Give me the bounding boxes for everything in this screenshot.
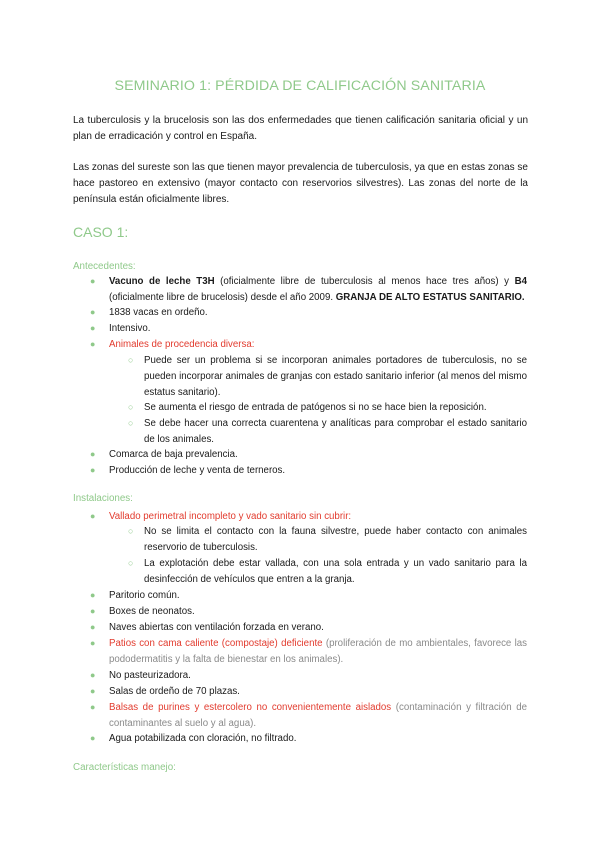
page-title: SEMINARIO 1: PÉRDIDA DE CALIFICACIÓN SANITARIA	[114, 78, 486, 94]
list-item: Paritorio común.	[109, 590, 180, 601]
list-item: Intensivo.	[109, 323, 151, 334]
sub-bullet-icon: ○	[128, 355, 134, 365]
list-item: 1838 vacas en ordeño.	[109, 307, 208, 318]
antecedentes-heading: Antecedentes:	[73, 261, 136, 272]
list-item: Boxes de neonatos.	[109, 606, 195, 617]
manejo-heading: Características manejo:	[73, 762, 176, 773]
sub-bullet-icon: ○	[128, 558, 134, 568]
list-item: Naves abiertas con ventilación forzada en verano.	[109, 622, 324, 633]
list-item: Producción de leche y venta de terneros.	[109, 465, 286, 476]
list-item: Vallado perimetral incompleto y vado sanitario sin cubrir:	[109, 511, 352, 522]
sub-list-item: Se aumenta el riesgo de entrada de patógenos si no se hace bien la reposición.	[144, 402, 487, 413]
instalaciones-heading: Instalaciones:	[73, 493, 133, 504]
sub-list-item: Puede ser un problema si se incorporan animales portadores de tuberculosis, no se pueden incorporar animales de granjas con estado sanitario inferior (al menos del mismo estatus sanitario).	[144, 355, 527, 398]
bullet-icon: ●	[90, 686, 96, 696]
list-item: Agua potabilizada con cloración, no filtrado.	[109, 733, 297, 744]
list-item: Salas de ordeño de 70 plazas.	[109, 686, 240, 697]
bullet-icon: ●	[90, 590, 96, 600]
list-item: Vacuno de leche T3H (oficialmente libre de tuberculosis al menos hace tres años) y B4 (oficialmente libre de brucelosis) desde el año 2009. GRANJA DE ALTO ESTATUS SANITARIO.	[109, 276, 527, 303]
case-heading: CASO 1:	[73, 224, 129, 240]
intro-paragraph-2: Las zonas del sureste son las que tienen mayor prevalencia de tuberculosis, ya que en estas zonas se hace pastoreo en extensivo (mayor contacto con reservorios silvestres). Las zonas del norte de la península están oficialmente libres.	[73, 162, 528, 205]
sub-bullet-icon: ○	[128, 418, 134, 428]
sub-bullet-icon: ○	[128, 526, 134, 536]
list-item: Animales de procedencia diversa:	[109, 339, 255, 350]
bullet-icon: ●	[90, 638, 96, 648]
bullet-icon: ●	[90, 465, 96, 475]
bullet-icon: ●	[90, 670, 96, 680]
bullet-icon: ●	[90, 622, 96, 632]
sub-list-item: Se debe hacer una correcta cuarentena y analíticas para comprobar el estado sanitario de los animales.	[144, 418, 527, 445]
bullet-icon: ●	[90, 511, 96, 521]
list-item: Balsas de purines y estercolero no convenientemente aislados (contaminación y filtración de contaminantes al suelo y al agua).	[109, 702, 527, 729]
bullet-icon: ●	[90, 606, 96, 616]
list-item: Comarca de baja prevalencia.	[109, 449, 238, 460]
bullet-icon: ●	[90, 733, 96, 743]
intro-paragraph-1: La tuberculosis y la brucelosis son las dos enfermedades que tienen calificación sanitaria oficial y un plan de erradicación y control en España.	[73, 115, 528, 142]
sub-list-item: La explotación debe estar vallada, con una sola entrada y un vado sanitario para la desinfección de vehículos que entren a la granja.	[144, 558, 527, 585]
list-item: Patios con cama caliente (compostaje) deficiente (proliferación de mo ambientales, favorece las pododermatitis y la falta de bienestar en los animales).	[109, 638, 527, 665]
bullet-icon: ●	[90, 276, 96, 286]
list-item: No pasteurizadora.	[109, 670, 191, 681]
sub-bullet-icon: ○	[128, 402, 134, 412]
bullet-icon: ●	[90, 449, 96, 459]
bullet-icon: ●	[90, 307, 96, 317]
bullet-icon: ●	[90, 339, 96, 349]
sub-list-item: No se limita el contacto con la fauna silvestre, puede haber contacto con animales reservorio de tuberculosis.	[144, 526, 527, 553]
bullet-icon: ●	[90, 323, 96, 333]
bullet-icon: ●	[90, 702, 96, 712]
